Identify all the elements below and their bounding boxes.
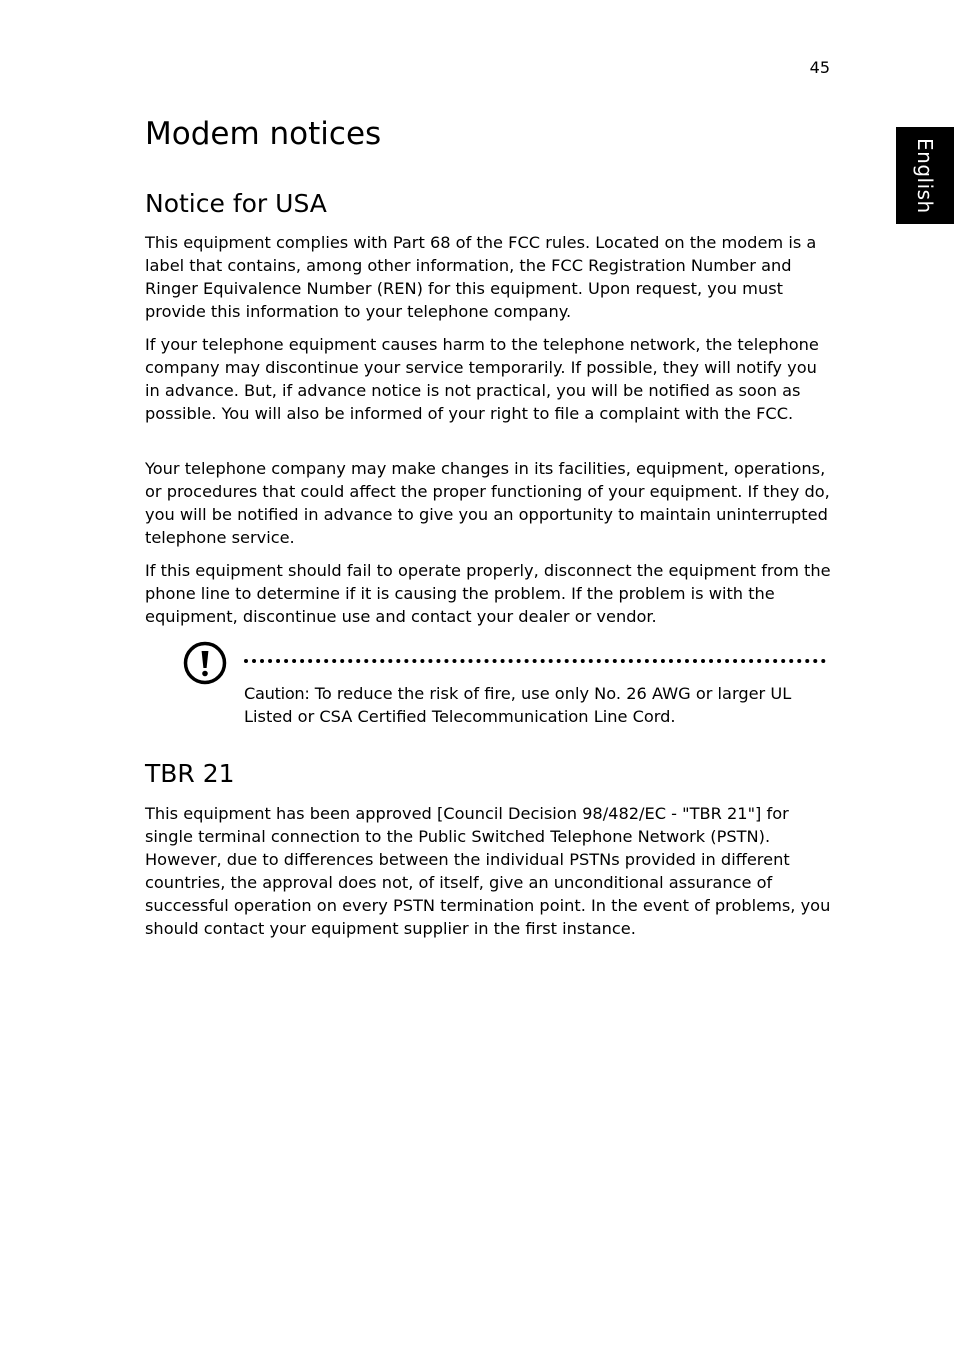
page-number: 45 bbox=[809, 58, 830, 77]
caution-label: Caution: bbox=[244, 684, 310, 703]
section-heading-tbr21: TBR 21 bbox=[145, 759, 235, 788]
page-title: Modem notices bbox=[145, 116, 382, 152]
section-heading-usa: Notice for USA bbox=[145, 189, 327, 218]
usa-paragraph-1: This equipment complies with Part 68 of the FCC rules. Located on the modem is a label that contains, among other information, the FCC Registration Number and Ringer Equivalence Number (REN) for this equipment. Upon request, you must provide this information to your telephone company. bbox=[145, 233, 817, 321]
caution-text: To reduce the risk of fire, use only No. 26 AWG or larger UL Listed or CSA Certified Telecommunication Line Cord. bbox=[244, 684, 792, 726]
exclamation-circle-icon bbox=[183, 641, 227, 685]
caution-note bbox=[244, 682, 834, 728]
usa-paragraph-4: If this equipment should fail to operate properly, disconnect the equipment from the phone line to determine if it is causing the problem. If the problem is with the equipment, discontinue use and contact your dealer or vendor. bbox=[145, 561, 831, 626]
usa-paragraph-2: If your telephone equipment causes harm to the telephone network, the telephone company may discontinue your service temporarily. If possible, they will notify you in advance. But, if advance notice is not practical, you will be notified as soon as possible. You will also be informed of your right to file a complaint with the FCC. bbox=[145, 335, 819, 423]
language-tab-label: English bbox=[913, 137, 937, 214]
caution-divider bbox=[244, 659, 826, 663]
usa-paragraph-3: Your telephone company may make changes in its facilities, equipment, operations, or procedures that could affect the proper functioning of your equipment. If they do, you will be notified in advance to give you an opportunity to maintain uninterrupted telephone service. bbox=[145, 459, 830, 547]
tbr21-paragraph: This equipment has been approved [Council Decision 98/482/EC - "TBR 21"] for single terminal connection to the Public Switched Telephone Network (PSTN). However, due to differences between the individual PSTNs provided in different countries, the approval does not, of itself, give an unconditional assurance of successful operation on every PSTN termination point. In the event of problems, you should contact your equipment supplier in the first instance. bbox=[145, 804, 831, 938]
